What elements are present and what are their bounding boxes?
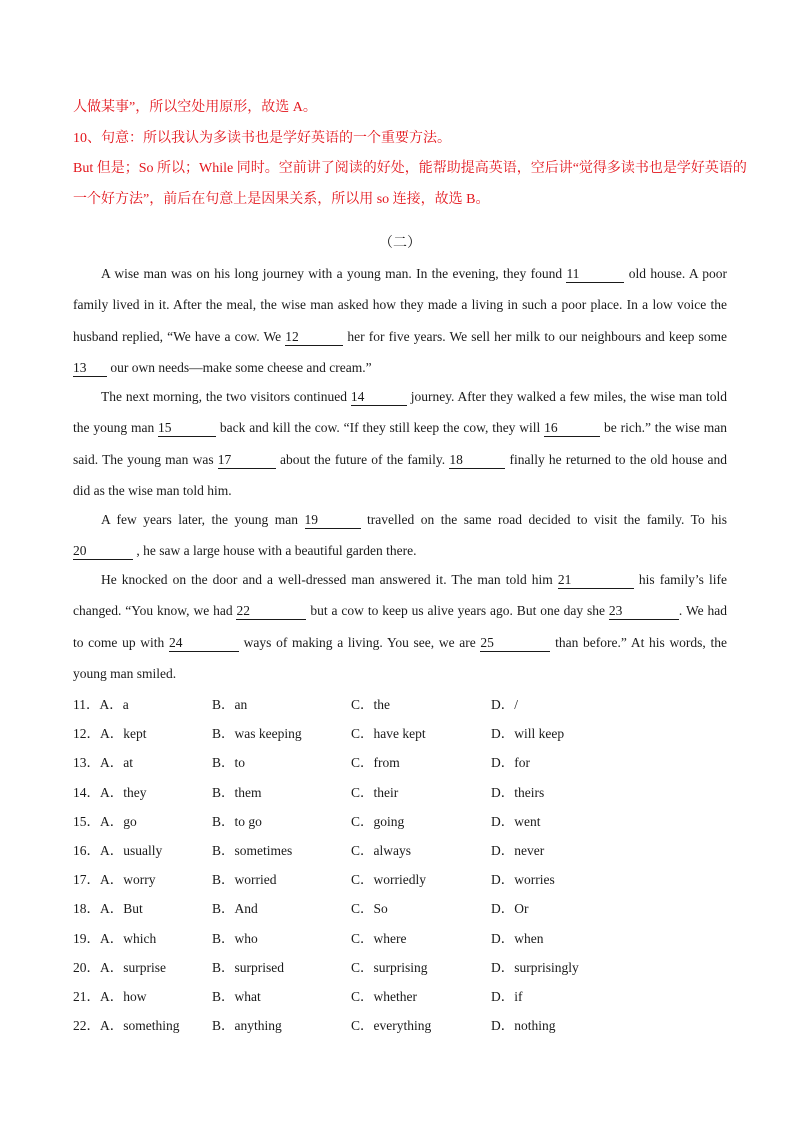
option-d: D．when [491,930,544,946]
question-number-and-option-a: 17．A．worry [73,872,156,888]
explanation-line-1: 人做某事”，所以空处用原形，故选 A。 [73,100,317,115]
passage-text: old house. A poor family lived in it. After the meal, the wise man asked how they made a living in such a poor place. In a low voice the husband replied, “We have a cow. We [73,266,727,344]
option-d: D．worries [491,872,555,888]
blank-14: 14 [351,389,407,406]
blank-25: 25 [480,635,550,652]
question-number-and-option-a: 19．A．which [73,930,157,946]
passage-text: A wise man was on his long journey with a young man. In the evening, they found [101,266,567,281]
passage-text: his family’s life changed. “You know, we had [73,572,727,619]
section-title: （二） [379,236,421,251]
passage-text: . We had to come up with [73,603,727,650]
option-b: B．was keeping [212,726,302,742]
option-b: B．to [212,755,246,771]
explanation-line-2: 10、句意：所以我认为多读书也是学好英语的一个重要方法。 [73,131,451,146]
explanation-line-4: 一个好方法”，前后在句意上是因果关系，所以用 so 连接，故选 B。 [73,192,490,207]
option-c: C．where [351,930,407,946]
option-b: B．to go [212,813,262,829]
option-c: C．everything [351,1018,432,1034]
passage-paragraph-3 [73,504,727,567]
question-number-and-option-a: 11．A．a [73,697,129,712]
passage-paragraph-4 [73,564,727,689]
blank-15: 15 [158,420,216,437]
question-number-and-option-a: 18．A．But [73,901,143,917]
option-b: B．an [212,697,248,712]
option-d: D．/ [491,697,518,712]
question-number-and-option-a: 20．A．surprise [73,959,166,975]
option-c: C．have kept [351,726,426,742]
option-b: B．sometimes [212,842,293,858]
option-c: C．always [351,842,411,858]
passage-text: A few years later, the young man [101,512,305,527]
option-d: D．if [491,988,523,1004]
explanation-line-3: But 但是；So 所以；While 同时。空前讲了阅读的好处，能帮助提高英语，空后讲“觉得多读书也是学好英语的 [73,161,747,176]
question-number-and-option-a: 14．A．they [73,784,147,800]
option-d: D．went [491,813,541,829]
blank-13: 13 [73,360,107,377]
option-d: D．nothing [491,1018,556,1034]
option-b: B．who [212,930,258,946]
question-number-and-option-a: 16．A．usually [73,842,163,858]
option-c: C．their [351,784,399,800]
option-b: B．them [212,784,262,800]
passage-text: , he saw a large house with a beautiful garden there. [133,543,417,559]
option-d: D．for [491,755,530,771]
question-number-and-option-a: 21．A．how [73,988,147,1004]
blank-24: 24 [169,635,239,652]
passage-text: ways of making a living. You see, we are [238,634,481,650]
passage-paragraph-1 [73,258,727,383]
passage-text: The next morning, the two visitors continued [101,389,351,404]
passage-text: be rich.” the wise man said. The young man was [73,420,727,467]
option-b: B．worried [212,872,277,888]
passage-text: finally he returned to the old house and did as the wise man told him. [73,451,727,498]
option-d: D．surprisingly [491,959,579,975]
blank-16: 16 [544,420,600,437]
blank-21: 21 [558,572,634,589]
option-b: B．anything [212,1018,282,1034]
blank-11: 11 [566,266,624,283]
blank-19: 19 [305,512,361,529]
blank-22: 22 [236,603,306,620]
option-d: D．will keep [491,726,565,742]
passage-text: her for five years. We sell her milk to our neighbours and keep some [343,328,728,344]
option-c: C．whether [351,988,417,1004]
passage-paragraph-2 [73,381,727,506]
option-d: D．theirs [491,784,545,800]
option-d: D．never [491,842,545,858]
option-c: C．from [351,755,400,771]
option-b: B．And [212,901,258,917]
passage-text: He knocked on the door and a well-dressed man answered it. The man told him [101,572,558,587]
option-b: B．what [212,988,261,1004]
passage-text: back and kill the cow. “If they still keep the cow, they will [216,420,545,436]
blank-18: 18 [449,452,505,469]
passage-text: than before.” At his words, the young man smiled. [73,634,727,681]
blank-20: 20 [73,543,133,560]
passage-text: our own needs—make some cheese and cream.” [107,359,372,375]
option-d: D．Or [491,901,529,917]
option-c: C．surprising [351,959,428,975]
passage-text: about the future of the family. [275,451,450,467]
question-number-and-option-a: 12．A．kept [73,726,147,742]
question-number-and-option-a: 13．A．at [73,755,133,771]
blank-12: 12 [285,329,343,346]
question-number-and-option-a: 22．A．something [73,1018,180,1034]
option-c: C．going [351,813,405,829]
blank-17: 17 [218,452,276,469]
option-c: C．the [351,697,390,712]
passage-text: but a cow to keep us alive years ago. But one day she [306,603,609,619]
option-c: C．worriedly [351,872,426,888]
passage-text: travelled on the same road decided to visit the family. To his [360,512,727,527]
option-b: B．surprised [212,959,284,975]
blank-23: 23 [609,603,679,620]
passage-text: journey. After they walked a few miles, the wise man told the young man [73,389,727,436]
option-c: C．So [351,901,388,917]
question-number-and-option-a: 15．A．go [73,813,137,829]
